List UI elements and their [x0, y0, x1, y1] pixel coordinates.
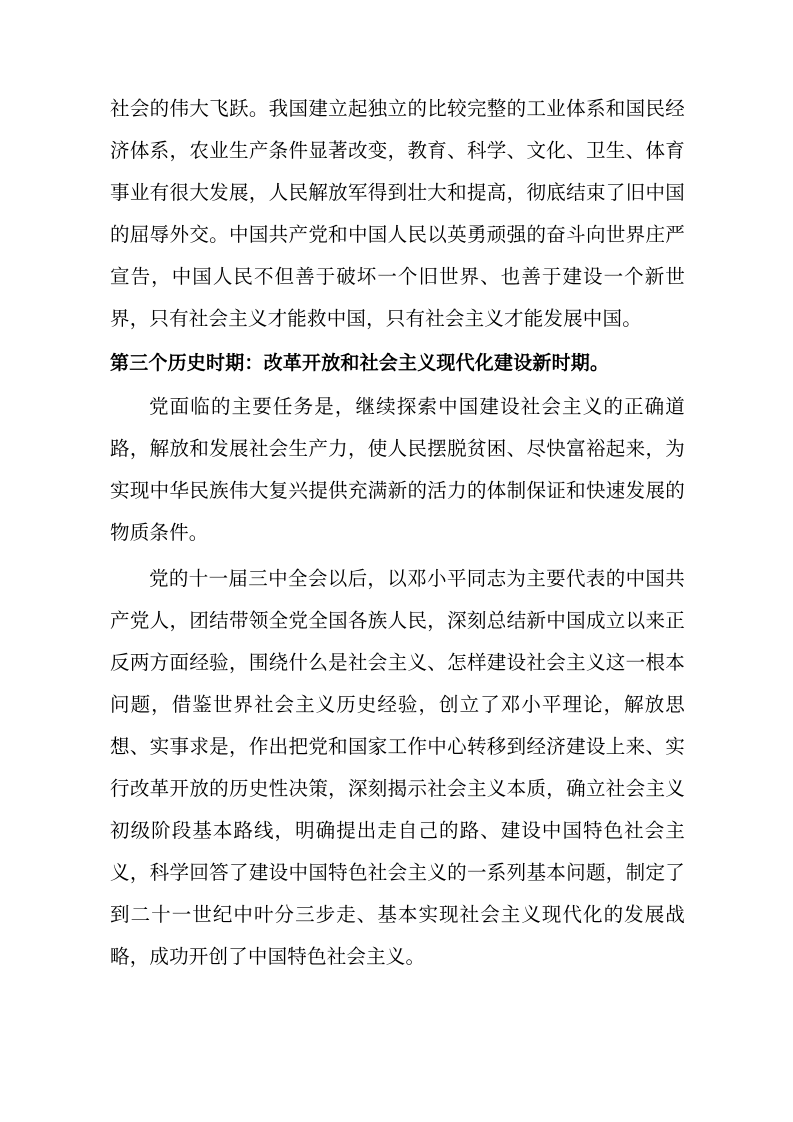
paragraph-third-plenary: 党的十一届三中全会以后，以邓小平同志为主要代表的中国共产党人，团结带领全党全国各族人民，深刻总结新中国成立以来正反两方面经验，围绕什么是社会主义、怎样建设社会主义这一根本问题，借鉴世界社会主义历史经验，创立了邓小平理论，解放思想、实事求是，作出把党和国家工作中心转移到经济建设上来、实行改革开放的历史性决策，深刻揭示社会主义本质，确立社会主义初级阶段基本路线，明确提出走自己的路、建设中国特色社会主义，科学回答了建设中国特色社会主义的一系列基本问题，制定了到二十一世纪中叶分三步走、基本实现社会主义现代化的发展战略，成功开创了中国特色社会主义。 [110, 567, 685, 968]
document-body [110, 88, 685, 978]
paragraph-continuation: 社会的伟大飞跃。我国建立起独立的比较完整的工业体系和国民经济体系，农业生产条件显著改变，教育、科学、文化、卫生、体育事业有很大发展，人民解放军得到壮大和提高，彻底结束了旧中国的屈辱外交。中国共产党和中国人民以英勇顽强的奋斗向世界庄严宣告，中国人民不但善于破坏一个旧世界、也善于建设一个新世界，只有社会主义才能救中国，只有社会主义才能发展中国。 [110, 97, 685, 330]
section-heading-third-period: 第三个历史时期：改革开放和社会主义现代化建设新时期。 [110, 352, 610, 374]
paragraph-main-tasks: 党面临的主要任务是，继续探索中国建设社会主义的正确道路，解放和发展社会生产力，使人民摆脱贫困、尽快富裕起来，为实现中华民族伟大复兴提供充满新的活力的体制保证和快速发展的物质条件。 [110, 395, 685, 544]
